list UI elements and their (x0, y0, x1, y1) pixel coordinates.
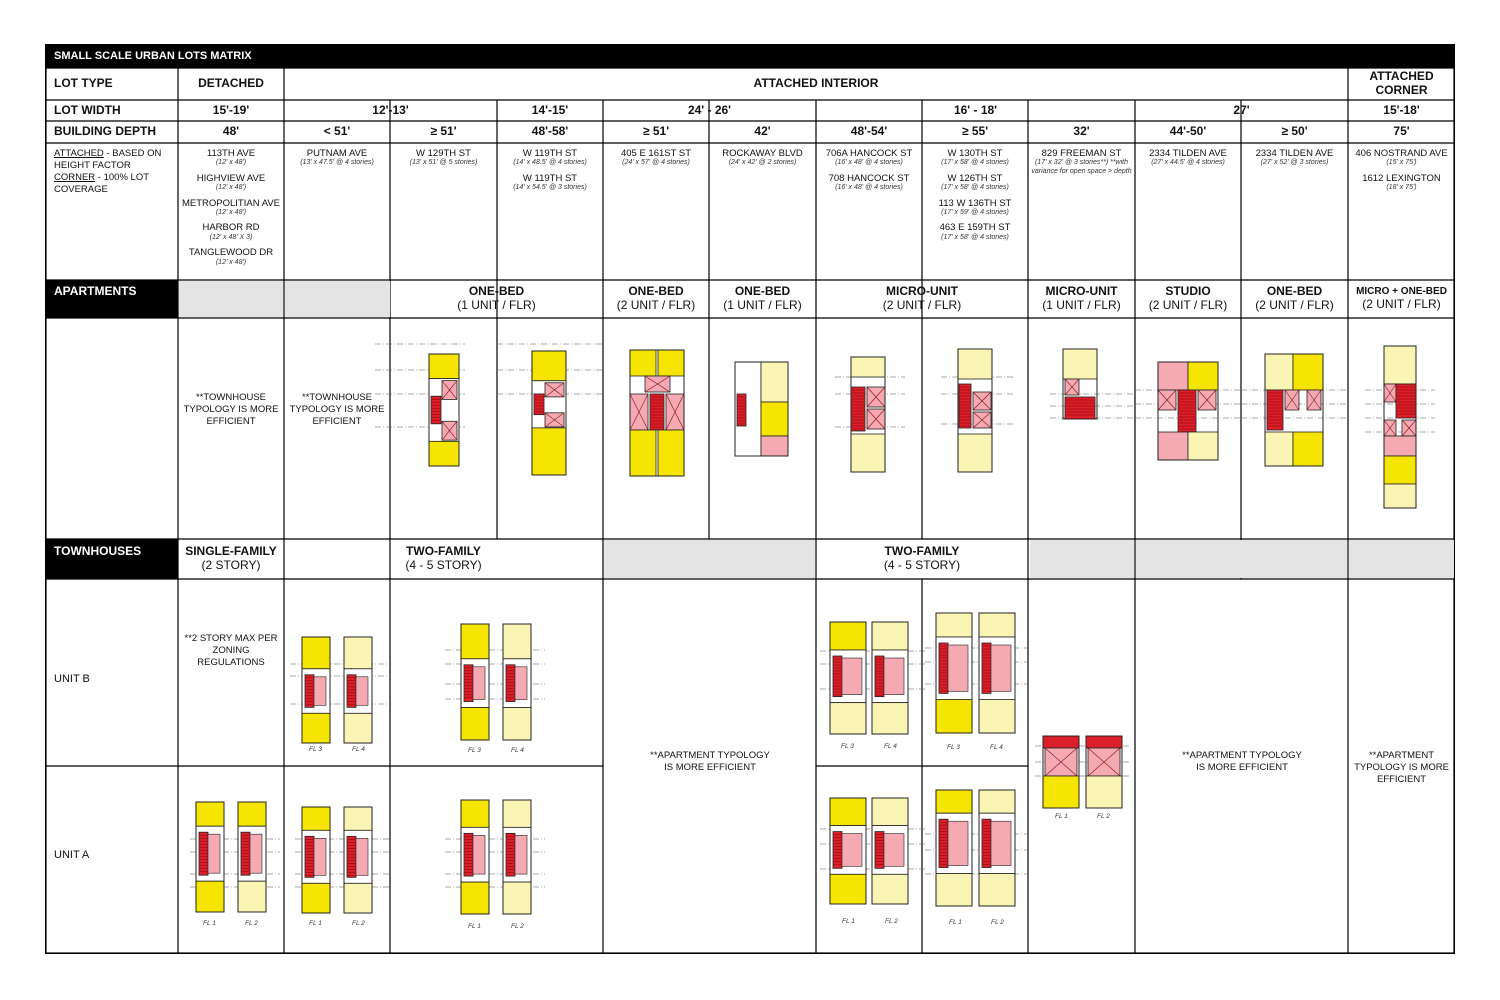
plan-zone (196, 881, 224, 912)
lot-address: W 119TH ST (522, 172, 578, 184)
building-depth: ≥ 50' (1281, 124, 1308, 139)
plan-zone (473, 667, 485, 700)
plan-zone (1384, 436, 1416, 456)
plan-zone (982, 643, 991, 693)
plan-zone (1188, 432, 1218, 460)
plan-zone (979, 790, 1015, 813)
lot-address: 463 E 159TH ST (939, 222, 1011, 234)
plan-zone (872, 874, 908, 904)
floor-label: FL 1 (1055, 813, 1068, 820)
units-per-floor: (2 UNIT / FLR) (1148, 298, 1228, 312)
plan-zone (208, 834, 220, 873)
lot-dimensions: (17' x 58' @ 4 stories) (941, 159, 1009, 167)
plan-zone (503, 708, 531, 740)
lot-dimensions: (12' x 48') (215, 258, 247, 266)
plan-zone (936, 699, 972, 733)
plan-zone (238, 802, 266, 826)
units-per-floor: (2 UNIT / FLR) (1255, 298, 1334, 312)
lot-address: TANGLEWOOD DR (188, 247, 274, 259)
floor-label: FL 4 (990, 744, 1003, 751)
plan-zone (875, 832, 884, 869)
lot-address: 406 NOSTRAND AVE (1355, 148, 1448, 159)
lot-width-label: LOT WIDTH (54, 102, 121, 117)
lot-address: METROPOLITIAN AVE (181, 197, 280, 209)
apartment-efficient-note: **APARTMENT TYPOLOGY IS MORE EFFICIENT (1182, 750, 1302, 773)
lot-width: 24' - 26' (687, 102, 732, 117)
townhouse-efficient-note: **TOWNHOUSE TYPOLOGY IS MORE EFFICIENT (183, 392, 279, 427)
units-per-floor: (2 UNIT / FLR) (616, 298, 696, 312)
plan-zone (991, 645, 1011, 691)
plan-zone (302, 713, 330, 743)
floor-label: FL 4 (352, 746, 365, 753)
lot-dimensions: (12' x 48') (215, 208, 247, 216)
floor-label: FL 3 (309, 746, 322, 753)
plan-zone (872, 798, 908, 826)
lot-width: 12'-13' (372, 102, 409, 117)
lot-dimensions: (12' x 48') (215, 184, 247, 192)
plan-zone (1384, 346, 1416, 384)
units-per-floor: (2 UNIT / FLR) (882, 298, 962, 312)
plan-zone (302, 883, 330, 913)
floor-label: FL 1 (309, 920, 322, 927)
unit-b-label: UNIT B (54, 672, 90, 685)
lot-type-label: LOT TYPE (54, 76, 113, 91)
plan-zone (1086, 776, 1122, 808)
lot-dimensions: (12' x 48' X 3) (209, 233, 253, 241)
plan-zone (305, 675, 314, 708)
floor-label: FL 3 (468, 747, 481, 754)
plan-zone (658, 430, 684, 476)
units-per-floor: (1 UNIT / FLR) (723, 298, 802, 312)
apartment-type: ONE-BED (468, 284, 525, 299)
lot-width: 14'-15' (531, 102, 569, 117)
lot-type-attached-corner: ATTACHED CORNER (1369, 69, 1434, 97)
plan-zone (1188, 362, 1218, 390)
plan-zone (464, 665, 473, 702)
plan-zone (431, 396, 441, 424)
plan-zone (630, 350, 656, 376)
plan-zone (851, 434, 885, 472)
plan-zone (356, 677, 368, 706)
plan-zone (314, 838, 326, 875)
plan-zone (515, 835, 527, 874)
plan-zone (461, 800, 489, 827)
plan-zone (344, 883, 372, 913)
matrix-frame (45, 44, 1455, 954)
building-depth: ≥ 51' (430, 124, 457, 139)
story-count: (4 - 5 STORY) (405, 558, 482, 572)
plan-zone (761, 436, 788, 456)
floor-label: FL 4 (511, 747, 524, 754)
lot-address: HIGHVIEW AVE (196, 172, 266, 184)
apartment-efficient-note: **APARTMENT TYPOLOGY IS MORE EFFICIENT (650, 750, 770, 773)
lot-address: ROCKAWAY BLVD (722, 148, 803, 159)
lot-address: HARBOR RD (202, 222, 260, 234)
building-depth-label: BUILDING DEPTH (54, 124, 156, 139)
apartment-type: ONE-BED (734, 284, 791, 299)
plan-zone (851, 387, 865, 431)
plan-zone (461, 882, 489, 914)
lot-address: 706A HANCOCK ST (825, 148, 913, 159)
plan-zone (761, 362, 788, 402)
lot-dimensions: (24' x 42' @ 2 stories) (728, 159, 797, 167)
unit-a-label: UNIT A (54, 848, 90, 861)
plan-zone (1043, 736, 1079, 748)
lot-dimensions: (14' x 48.5' @ 4 stories) (513, 159, 587, 167)
floor-label: FL 4 (884, 743, 897, 750)
plan-zone (1158, 362, 1188, 390)
plan-zone (991, 821, 1011, 865)
plan-zone (630, 430, 656, 476)
lot-dimensions: (16' x 48' @ 4 stories) (835, 184, 903, 192)
lot-dimensions: (14' x 54.5' @ 3 stories) (513, 184, 587, 192)
units-per-floor: (1 UNIT / FLR) (457, 298, 536, 312)
lot-dimensions: (13' x 47.5' @ 4 stories) (300, 159, 374, 167)
plan-zone (884, 834, 904, 867)
plan-zone (473, 835, 485, 874)
plan-zone (429, 354, 459, 379)
plan-zone (851, 357, 885, 377)
plan-zone (1293, 432, 1323, 466)
plan-zone (503, 800, 531, 827)
lot-dimensions: (16' x 48' @ 4 stories) (835, 159, 903, 167)
two-story-max-note: **2 STORY MAX PER ZONING REGULATIONS (184, 633, 278, 668)
lot-width: 16' - 18' (953, 102, 998, 117)
plan-zone (506, 833, 515, 876)
plan-zone (250, 834, 262, 873)
lot-type-detached: DETACHED (198, 76, 264, 91)
plan-zone (979, 699, 1015, 733)
plan-zone (515, 667, 527, 700)
lot-dimensions: (17' x 59' @ 4 stories) (941, 208, 1009, 216)
plan-zone (1086, 736, 1122, 748)
plan-zone (833, 832, 842, 869)
apartment-type: MICRO + ONE-BED (1356, 286, 1447, 298)
plan-zone (830, 622, 866, 650)
plan-zone (1158, 432, 1188, 460)
plan-zone (347, 675, 356, 708)
lot-dimensions: (24' x 57' @ 4 stories) (622, 159, 690, 167)
legend-corner: CORNER (54, 171, 96, 183)
plan-zone (461, 624, 489, 659)
plan-zone (429, 441, 459, 466)
lot-address: W 119TH ST (522, 148, 578, 159)
plan-zone (658, 350, 684, 376)
apartment-type: MICRO-UNIT (886, 284, 958, 299)
plan-zone (196, 802, 224, 826)
apartment-type: ONE-BED (628, 284, 684, 299)
plan-zone (532, 351, 566, 381)
matrix-title: SMALL SCALE URBAN LOTS MATRIX (54, 50, 252, 62)
plan-zone (302, 637, 330, 669)
lot-dimensions: (13' x 51' @ 5 stories) (409, 159, 478, 167)
lot-dimensions: (27' x 44.5' @ 4 stories) (1151, 159, 1225, 167)
plan-zone (936, 613, 972, 637)
plan-zone (979, 613, 1015, 637)
plan-zone (979, 874, 1015, 906)
plan-zone (506, 665, 515, 702)
building-depth: ≥ 51' (642, 124, 670, 139)
units-per-floor: (1 UNIT / FLR) (1042, 298, 1121, 312)
lot-address: 829 FREEMAN ST (1041, 148, 1122, 159)
lot-address: PUTNAM AVE (306, 148, 368, 159)
building-depth: 48' (222, 124, 240, 139)
plan-zone (936, 790, 972, 813)
plan-zone (1384, 456, 1416, 484)
building-depth: 48'-54' (850, 124, 888, 139)
building-depth: 48'-58' (531, 124, 569, 139)
apartment-type: MICRO-UNIT (1045, 284, 1118, 299)
apartment-type: STUDIO (1165, 284, 1211, 299)
lot-address: W 130TH ST (947, 148, 1003, 159)
building-depth: 42' (754, 124, 771, 139)
lot-address: W 126TH ST (947, 172, 1003, 184)
lot-address: 113TH AVE (206, 148, 256, 159)
lot-dimensions: (17' x 32' @ 3 stories**) **with variance for open space > depth (1031, 159, 1132, 175)
townhouse-type: TWO-FAMILY (884, 544, 960, 559)
floor-label: FL 2 (885, 918, 898, 925)
plan-zone (1384, 484, 1416, 508)
plan-zone (1043, 776, 1079, 808)
plan-zone (958, 434, 992, 472)
lot-address: 708 HANCOCK ST (828, 172, 910, 184)
plan-zone (1065, 397, 1095, 419)
floor-label: FL 2 (511, 923, 524, 930)
legend-attached: ATTACHED (54, 148, 104, 159)
floor-label: FL 1 (203, 920, 216, 927)
lot-dimensions: (12' x 48') (215, 159, 247, 167)
floor-plans (45, 44, 1455, 954)
plan-zone (302, 807, 330, 830)
legend-corner-text: - 100% LOT COVERAGE (54, 171, 149, 195)
floor-label: FL 1 (949, 919, 962, 926)
floor-label: FL 2 (991, 919, 1004, 926)
plan-zone (872, 622, 908, 650)
story-count: (4 - 5 STORY) (883, 558, 961, 572)
plan-zone (842, 834, 862, 867)
floor-label: FL 1 (468, 923, 481, 930)
apartment-efficient-note: **APARTMENT TYPOLOGY IS MORE EFFICIENT (1354, 750, 1449, 785)
plan-zone (830, 874, 866, 904)
lot-type-attached-interior: ATTACHED INTERIOR (753, 76, 879, 91)
plan-zone (948, 821, 968, 865)
plan-zone (830, 703, 866, 734)
plan-zone (344, 807, 372, 830)
lot-address: W 129TH ST (416, 148, 471, 159)
plan-zone (830, 798, 866, 826)
building-depth: ≥ 55' (961, 124, 989, 139)
lot-width: 15'-18' (1383, 102, 1420, 117)
plan-zone (842, 658, 862, 695)
lot-width: 27' (1233, 102, 1250, 117)
plan-zone (199, 832, 208, 875)
lot-address: 2334 TILDEN AVE (1255, 148, 1334, 159)
legend-attached-text: - BASED ON HEIGHT FACTOR (54, 148, 162, 171)
plan-zone (503, 882, 531, 914)
plan-zone (959, 384, 971, 428)
lot-dimensions: (18' x 75') (1386, 184, 1417, 192)
building-depth: 44'-50' (1169, 124, 1207, 139)
plan-zone (939, 643, 948, 693)
plan-zone (936, 874, 972, 906)
plan-zone (532, 428, 566, 475)
apartment-type: ONE-BED (1266, 284, 1323, 299)
plan-zone (314, 677, 326, 706)
plan-zone (958, 349, 992, 379)
plan-zone (1396, 384, 1416, 418)
lot-address: 1612 LEXINGTON (1362, 172, 1441, 184)
apartments-label: APARTMENTS (54, 284, 137, 298)
floor-label: FL 3 (947, 744, 960, 751)
plan-zone (356, 838, 368, 875)
plan-zone (948, 645, 968, 691)
lot-address: 405 E 161ST ST (620, 148, 692, 159)
building-depth: 75' (1393, 124, 1410, 139)
plan-zone (1265, 432, 1293, 466)
floor-label: FL 2 (1097, 813, 1110, 820)
plan-zone (464, 833, 473, 876)
lot-dimensions: (17' x 58' @ 4 stories) (941, 233, 1009, 241)
plan-zone (1265, 354, 1293, 390)
townhouse-type: TWO-FAMILY (406, 544, 481, 559)
plan-zone (461, 708, 489, 740)
lot-address: 113 W 136TH ST (938, 197, 1012, 209)
townhouse-efficient-note: **TOWNHOUSE TYPOLOGY IS MORE EFFICIENT (289, 392, 385, 427)
lot-dimensions: (27' x 52' @ 3 stories) (1260, 159, 1329, 167)
plan-zone (344, 713, 372, 743)
plan-zone (344, 637, 372, 669)
lot-address: 2334 TILDEN AVE (1149, 148, 1227, 159)
units-per-floor: (2 UNIT / FLR) (1362, 296, 1441, 311)
building-depth: < 51' (323, 124, 351, 139)
story-count: (2 STORY) (201, 558, 261, 572)
floor-label: FL 3 (841, 743, 854, 750)
plan-zone (872, 703, 908, 734)
lot-dimensions: (15' x 75') (1386, 159, 1417, 167)
plan-zone (241, 832, 250, 875)
townhouses-label: TOWNHOUSES (54, 544, 142, 558)
plan-zone (238, 881, 266, 912)
floor-label: FL 1 (842, 918, 855, 925)
plan-zone (1063, 349, 1097, 379)
plan-zone (761, 402, 788, 436)
lot-width: 15'-19' (212, 102, 250, 117)
floor-label: FL 2 (245, 920, 258, 927)
plan-zone (1293, 354, 1323, 390)
building-depth: 32' (1073, 124, 1090, 139)
floor-label: FL 2 (352, 920, 365, 927)
plan-zone (503, 624, 531, 659)
townhouse-type: SINGLE-FAMILY (185, 544, 277, 559)
plan-zone (884, 658, 904, 695)
lot-dimensions: (17' x 58' @ 4 stories) (941, 184, 1009, 192)
